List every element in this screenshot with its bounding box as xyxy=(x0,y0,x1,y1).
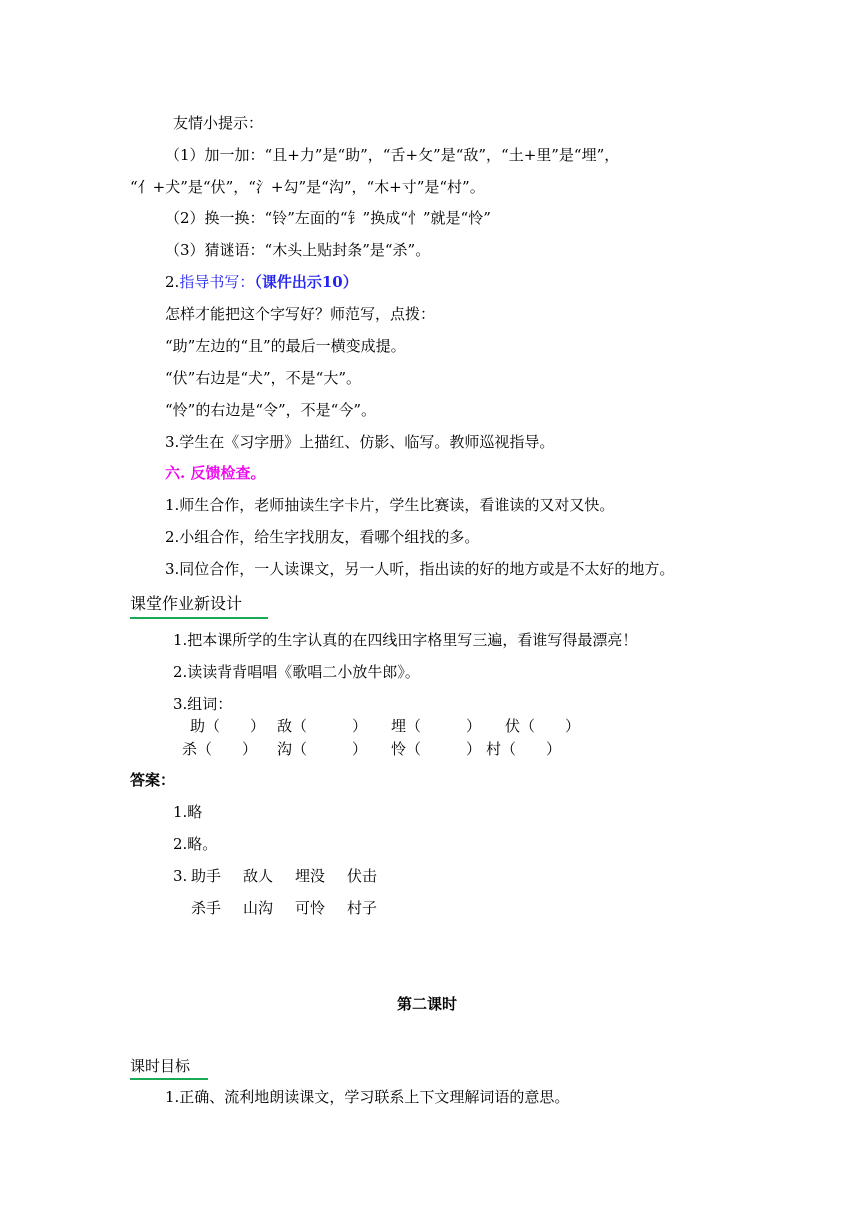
tip-2: （2）换一换：“铃”左面的“钅”换成“忄”就是“怜” xyxy=(165,209,491,227)
homework-heading-underline xyxy=(130,617,268,619)
word-blank-mai: 埋（ ） xyxy=(391,717,482,735)
word-blank-fu: 伏（ ） xyxy=(505,717,581,735)
answer-1: 1.略 xyxy=(173,803,203,821)
word-blank-lian: 怜（ ） xyxy=(391,740,482,758)
homework-heading: 课堂作业新设计 xyxy=(130,594,243,613)
writing-note-3: “怜”的右边是“令”，不是“今”。 xyxy=(165,401,377,419)
feedback-item-2: 2.小组合作，给生字找朋友，看哪个组找的多。 xyxy=(165,528,480,546)
feedback-item-1: 1.师生合作，老师抽读生字卡片，学生比赛读，看谁读的又对又快。 xyxy=(165,496,615,514)
writing-question: 怎样才能把这个字写好？师范写，点拨： xyxy=(165,305,436,323)
courseware-note: （课件出示10） xyxy=(254,273,358,291)
answer-2: 2.略。 xyxy=(173,835,218,853)
feedback-heading: 六. 反馈检查。 xyxy=(165,464,266,482)
answer-word: 助手 xyxy=(191,867,222,885)
word-blank-di: 敌（ ） xyxy=(277,717,368,735)
homework-item-1: 1.把本课所学的生字认真的在四线田字格里写三遍，看谁写得最漂亮！ xyxy=(173,631,638,649)
answer-word: 可怜 xyxy=(295,899,326,917)
answers-heading: 答案： xyxy=(130,771,176,789)
word-blank-sha: 杀（ ） xyxy=(182,740,258,758)
lesson-2-title: 第二课时 xyxy=(397,995,458,1013)
answer-word: 埋没 xyxy=(295,867,326,885)
answer-word: 伏击 xyxy=(347,867,378,885)
homework-item-2: 2.读读背背唱唱《歌唱二小放牛郎》。 xyxy=(173,663,420,681)
writing-note-1: “助”左边的“且”的最后一横变成提。 xyxy=(165,337,406,355)
lesson-goals-heading: 课时目标 xyxy=(130,1057,191,1075)
answer-word: 山沟 xyxy=(243,899,274,917)
tip-3: （3）猜谜语：“木头上贴封条”是“杀”。 xyxy=(165,241,431,259)
tips-title: 友情小提示： xyxy=(173,114,264,132)
lesson-goal-1: 1.正确、流利地朗读课文，学习联系上下文理解词语的意思。 xyxy=(165,1088,570,1106)
answer-3-prefix: 3. xyxy=(173,867,188,885)
word-blank-cun: 村（ ） xyxy=(486,740,562,758)
writing-step-3: 3.学生在《习字册》上描红、仿影、临写。教师巡视指导。 xyxy=(165,433,555,451)
answer-word: 杀手 xyxy=(191,899,222,917)
lesson-goals-underline xyxy=(130,1078,208,1080)
answer-word: 村子 xyxy=(347,899,378,917)
answer-word: 敌人 xyxy=(243,867,274,885)
word-blank-zhu: 助（ ） xyxy=(190,717,266,735)
tip-1-line-1: （1）加一加：“且+力”是“助”，“舌+攵”是“敌”，“土+里”是“埋”， xyxy=(165,146,620,164)
writing-note-2: “伏”右边是“犬”，不是“大”。 xyxy=(165,369,362,387)
writing-number: 2. xyxy=(165,273,180,291)
homework-item-3: 3.组词： xyxy=(173,695,233,713)
writing-label: 指导书写： xyxy=(179,273,255,291)
tip-1-line-2: “亻+犬”是“伏”，“氵+勾”是“沟”，“木+寸”是“村”。 xyxy=(130,178,485,196)
word-blank-gou: 沟（ ） xyxy=(277,740,368,758)
writing-guidance-heading xyxy=(165,275,358,290)
feedback-item-3: 3.同位合作，一人读课文，另一人听，指出读的好的地方或是不太好的地方。 xyxy=(165,560,675,578)
